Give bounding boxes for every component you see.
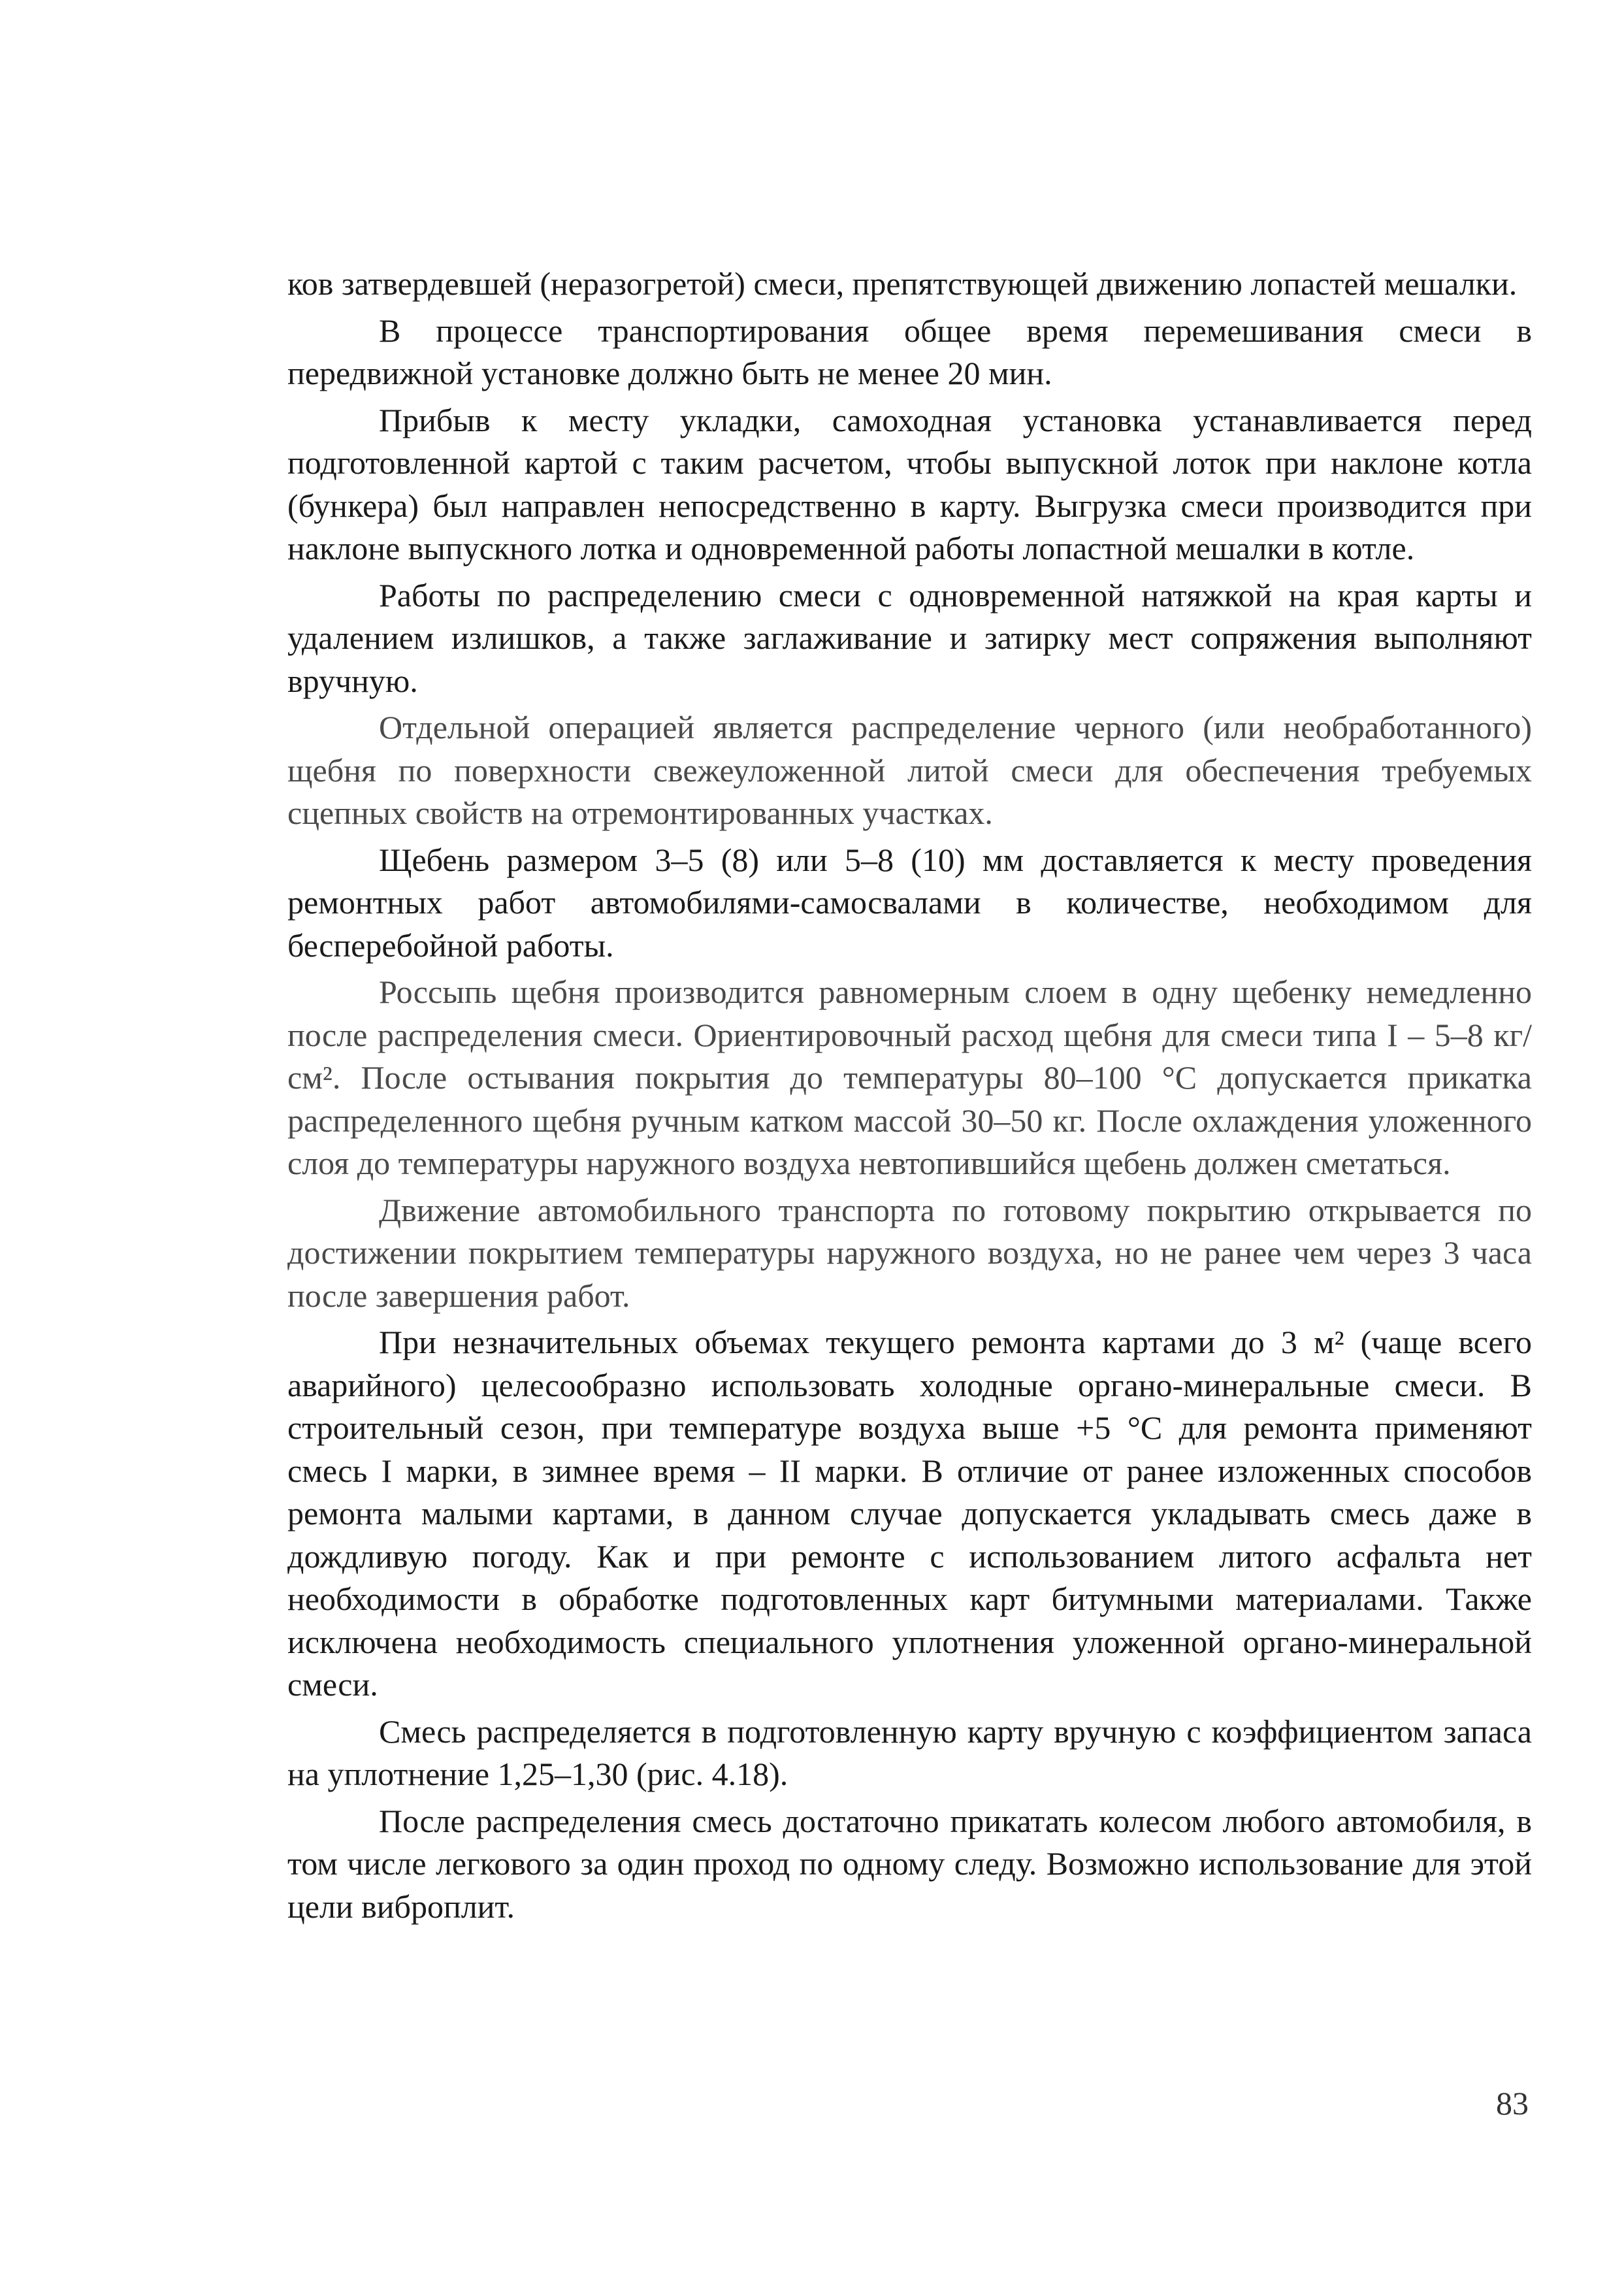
paragraph-manual-distribution: Работы по распределению смеси с одновременной натяжкой на края карты и удалением излишков, а также заглаживание и затирку мест сопряжения выполняют вручную. [287, 576, 1532, 699]
body-text [287, 263, 1532, 1928]
paragraph-continuation: ков затвердевшей (неразогретой) смеси, препятствующей движению лопастей мешалки. [287, 265, 1518, 302]
paragraph-traffic-opening: Движение автомобильного транспорта по готовому покрытию открывается по достижении покрытием температуры наружного воздуха, но не ранее чем через 3 часа после завершения работ. [287, 1191, 1532, 1314]
paragraph-transport-mixing: В процессе транспортирования общее время перемешивания смеси в передвижной установке должно быть не менее 20 мин. [287, 312, 1532, 391]
paragraph-rolling: После распределения смесь достаточно прикатать колесом любого автомобиля, в том числе легкового за один проход по одному следу. Возможно использование для этой цели виброплит. [287, 1802, 1532, 1925]
paragraph-gravel-scattering: Россыпь щебня производится равномерным слоем в одну щебенку немедленно после распределения смеси. Ориентировочный расход щебня для смеси типа I – 5–8 кг/см². После остывания покрытия до температуры 80–100 °С допускается прикатка распределенного щебня ручным катком массой 30–50 кг. После охлаждения уложенного слоя до температуры наружного воздуха невтопившийся щебень должен сметаться. [287, 974, 1532, 1181]
paragraph-mix-distribution: Смесь распределяется в подготовленную карту вручную с коэффициентом запаса на уплотнение 1,25–1,30 (рис. 4.18). [287, 1712, 1532, 1792]
paragraph-arrival-unloading: Прибыв к месту укладки, самоходная установка устанавливается перед подготовленной картой с таким расчетом, чтобы выпускной лоток при наклоне котла (бункера) был направлен непосредственно в карту. Выгрузка смеси производится при наклоне выпускного лотка и одновременной работы лопастной мешалки в котле. [287, 401, 1532, 566]
paragraph-gravel-delivery: Щебень размером 3–5 (8) или 5–8 (10) мм доставляется к месту проведения ремонтных работ автомобилями-самосвалами в количестве, необходимом для бесперебойной работы. [287, 841, 1532, 964]
paragraph-gravel-spreading: Отдельной операцией является распределение черного (или необработанного) щебня по поверхности свежеуложенной литой смеси для обеспечения требуемых сцепных свойств на отремонтированных участках. [287, 709, 1532, 831]
page-number: 83 [1496, 2085, 1529, 2122]
paragraph-cold-mixtures: При незначительных объемах текущего ремонта картами до 3 м² (чаще всего аварийного) целесообразно использовать холодные органо-минеральные смеси. В строительный сезон, при температуре воздуха выше +5 °С для ремонта применяют смесь I марки, в зимнее время – II марки. В отличие от ранее изложенных способов ремонта малыми картами, в данном случае допускается укладывать смесь даже в дождливую погоду. Как и при ремонте с использованием литого асфальта нет необходимости в обработке подготовленных карт битумными материалами. Также исключена необходимость специального уплотнения уложенной органо-минеральной смеси. [287, 1324, 1532, 1703]
